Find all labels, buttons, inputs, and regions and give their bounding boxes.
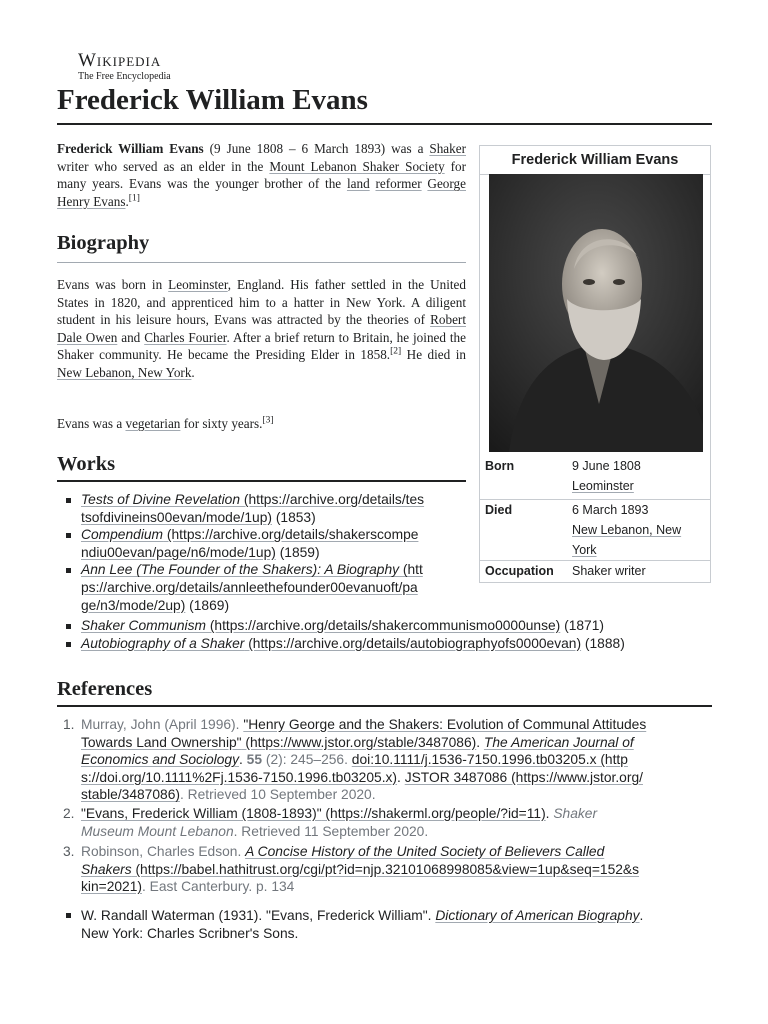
- link-new-lebanon[interactable]: New Lebanon, New York: [57, 364, 192, 380]
- ref1-doi-label[interactable]: doi: [351, 752, 371, 768]
- reference-1: Murray, John (April 1996). "Henry George and the Shakers: Evolution of Communal Attitudes Towards Land Ownership" (https://www.jstor.org/stable/3487086). The American Journal of Economics and Sociology. 55 (2): 245–256. doi:10.1111/j.1536-7150.1996.tb03205.x (http s://doi.org/10.1111%2Fj.1536-7150.1996.tb03205.x). JSTOR 3487086 (https://www.jstor.org/ stable/3487086). Retrieved 10 September 2020.: [81, 717, 647, 803]
- ref-link-3[interactable]: [3]: [262, 415, 274, 426]
- works-rule: [57, 480, 466, 482]
- link-dictionary-american-biography[interactable]: Dictionary of American Biography: [435, 908, 640, 923]
- ref1-journal-link[interactable]: The American Journal of Economics and Sociology: [81, 734, 634, 768]
- works-item: Shaker Communism (https://archive.org/details/shakercommunismo0000unse) (1871): [81, 617, 701, 635]
- link-land[interactable]: land: [346, 176, 370, 192]
- wikipedia-tagline: The Free Encyclopedia: [78, 71, 171, 82]
- ref1-title-link[interactable]: "Henry George and the Shakers: Evolution of Communal Attitudes Towards Land Ownership" (https://www.jstor.org/stable/3487086): [81, 717, 647, 750]
- lead-text: (9 June 1808 – 6 March 1893) was a: [203, 141, 430, 156]
- link-shaker[interactable]: Shaker: [429, 141, 466, 156]
- ref-link-1[interactable]: [1]: [128, 193, 140, 204]
- died-label: Died: [485, 503, 513, 517]
- link-died-place[interactable]: New Lebanon, New York: [572, 523, 682, 557]
- wikipedia-wordmark[interactable]: Wikipedia: [78, 50, 162, 71]
- occupation-label: Occupation: [485, 564, 554, 578]
- lead-text: for many years. Evans was the younger brother of the: [57, 158, 466, 192]
- link-vegetarian[interactable]: vegetarian: [125, 416, 181, 431]
- born-date: 9 June 1808: [572, 459, 641, 473]
- heading-references: References: [57, 678, 153, 700]
- link-reformer[interactable]: reformer: [375, 176, 422, 192]
- references-rule: [57, 705, 712, 707]
- work-link[interactable]: Tests of Divine Revelation (https://archive.org/details/tes tsofdivineins00evan/mode/1up): [81, 492, 425, 525]
- link-mount-lebanon[interactable]: Mount Lebanon Shaker Society: [269, 158, 445, 174]
- lead-text: writer who served as an elder in the: [57, 158, 270, 174]
- ref1-doi-link[interactable]: :10.1111/j.1536-7150.1996.tb03205.x (http s://doi.org/10.1111%2Fj.1536-7150.1996.tb03205.x): [81, 752, 628, 785]
- ref3-title-link[interactable]: A Concise History of the United Society of Believers Called Shakers (https://babel.hathitrust.org/cgi/pt?id=njp.32101068998085&view=1up&seq=152&s kin=2021): [81, 844, 640, 895]
- link-charles-fourier[interactable]: Charles Fourier: [144, 329, 227, 345]
- link-leominster[interactable]: Leominster: [168, 277, 228, 292]
- page-title: Frederick William Evans: [57, 84, 368, 116]
- works-item: Compendium (https://archive.org/details/shakerscompe ndiu00evan/page/n6/mode/1up) (1859): [81, 526, 471, 561]
- works-list-cont: [81, 617, 701, 652]
- portrait-image: [489, 174, 703, 452]
- works-item: Tests of Divine Revelation (https://archive.org/details/tes tsofdivineins00evan/mode/1up) (1853): [81, 491, 471, 526]
- reference-2: "Evans, Frederick William (1808-1893)" (https://shakerml.org/people/?id=11). Shaker Museum Mount Lebanon. Retrieved 11 September 2020.: [81, 806, 598, 839]
- infobox-title: Frederick William Evans: [480, 146, 710, 175]
- works-item: Ann Lee (The Founder of the Shakers): A Biography (htt ps://archive.org/details/annleethefounder00evanuoft/pa ge/n3/mode/2up) (1869): [81, 561, 471, 614]
- ref-number: 3.: [63, 844, 75, 859]
- link-george-henry-evans[interactable]: George Henry Evans: [57, 176, 466, 209]
- work-link[interactable]: Autobiography of a Shaker (https://archive.org/details/autobiographyofs0000evan): [81, 635, 582, 651]
- infobox: [479, 145, 711, 583]
- lead-name: Frederick William Evans: [57, 141, 204, 156]
- further-reading-item: W. Randall Waterman (1931). "Evans, Frederick William". Dictionary of American Biography. New York: Charles Scribner's Sons.: [81, 908, 644, 941]
- ref-number: 1.: [63, 717, 75, 732]
- work-link[interactable]: Compendium (https://archive.org/details/shakerscompe ndiu00evan/page/n6/mode/1up): [81, 527, 419, 560]
- reference-3: Robinson, Charles Edson. A Concise History of the United Society of Believers Called Shakers (https://babel.hathitrust.org/cgi/pt?id=njp.32101068998085&view=1up&seq=152&s kin=2021). East Canterbury. p. 134: [81, 844, 640, 895]
- ref-number: 2.: [63, 806, 75, 821]
- heading-works: Works: [57, 453, 116, 475]
- work-link[interactable]: Ann Lee (The Founder of the Shakers): A Biography (htt ps://archive.org/details/annleethefounder00evanuoft/pa ge/n3/mode/2up): [81, 562, 423, 613]
- biography-paragraph: Evans was born in Leominster, England. His father settled in the United States in 1820, and apprenticed him to a hatter in New York. A diligent student in his leisure hours, Evans was attracted by the theories of Robert Dale Owen and Charles Fourier. After a brief return to Britain, he joined the Shaker community. He became the Presiding Elder in 1858.[2] He died in New Lebanon, New York.: [57, 277, 467, 380]
- ref-link-2[interactable]: [2]: [390, 346, 402, 357]
- ref1-jstor-label[interactable]: JSTOR: [404, 769, 450, 785]
- occupation-value: Shaker writer: [572, 564, 646, 578]
- title-rule: [57, 123, 712, 125]
- lead-paragraph: Frederick William Evans (9 June 1808 – 6 March 1893) was a Shaker writer who served as an elder in the Mount Lebanon Shaker Society for many years. Evans was the younger brother of the land reformer George Henry Evans.[1]: [57, 141, 466, 209]
- biography-rule: [57, 262, 466, 263]
- ref2-title-link[interactable]: "Evans, Frederick William (1808-1893)" (https://shakerml.org/people/?id=11): [81, 806, 546, 821]
- link-robert-dale-owen[interactable]: Robert Dale Owen: [57, 312, 466, 345]
- portrait-photo[interactable]: [489, 174, 703, 452]
- work-link[interactable]: Shaker Communism (https://archive.org/details/shakercommunismo0000unse): [81, 618, 561, 633]
- born-label: Born: [485, 459, 515, 473]
- died-date: 6 March 1893: [572, 503, 649, 517]
- works-item: Autobiography of a Shaker (https://archive.org/details/autobiographyofs0000evan) (1888): [81, 635, 701, 653]
- bullet: [66, 913, 71, 918]
- heading-biography: Biography: [57, 232, 150, 254]
- vegetarian-paragraph: Evans was a vegetarian for sixty years.[3]: [57, 415, 274, 431]
- ref1-jstor-link[interactable]: 3487086 (https://www.jstor.org/ stable/3487086): [81, 769, 643, 803]
- works-list: [81, 491, 471, 614]
- link-born-place[interactable]: Leominster: [572, 479, 634, 493]
